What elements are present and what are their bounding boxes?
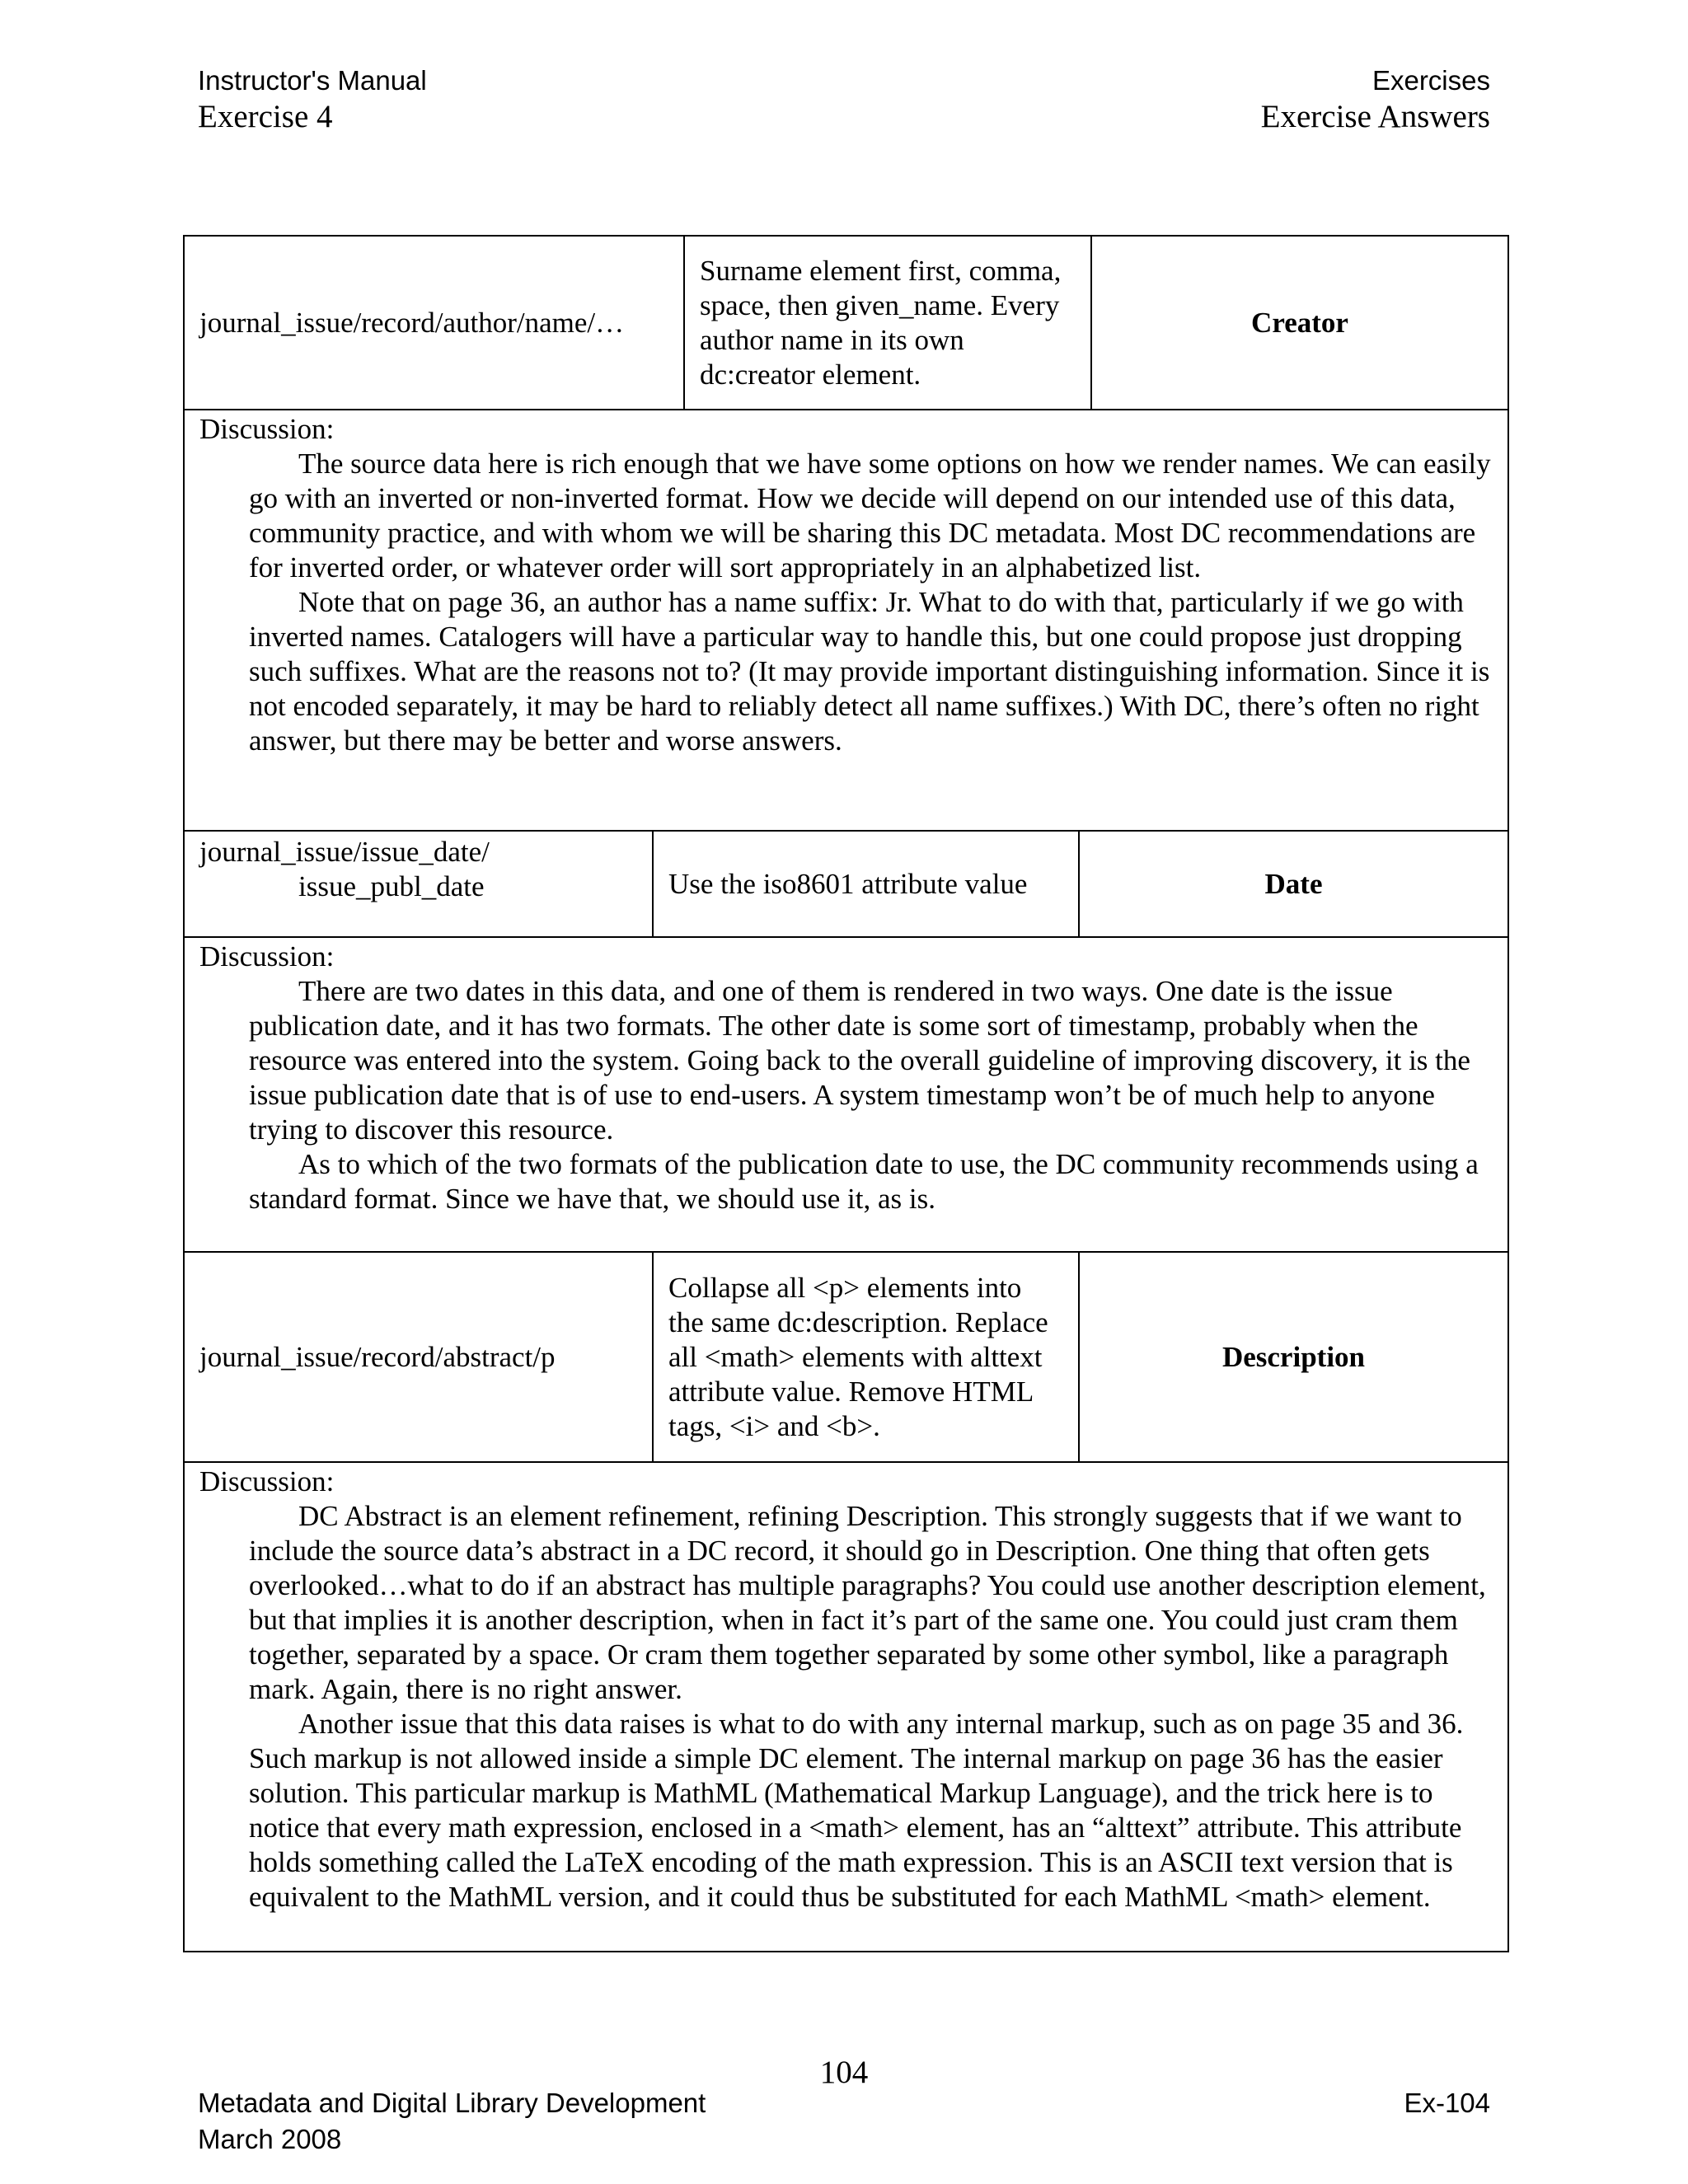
footer-page-code: Ex-104 [1404,2088,1490,2118]
discussion-paragraph: There are two dates in this data, and one of them is rendered in two ways. One date is the issue publication date, and it has two formats. The other date is some sort of timestamp, probably when the resource was entered into the system. Going back to the overall guideline of improving discovery, it is the issue publication date that is of use to end-users. A system timestamp won’t be of much help to anyone trying to discover this resource. [249,975,1470,1146]
discussion-label: Discussion: [199,1465,335,1497]
discussion-paragraph: Another issue that this data raises is what to do with any internal markup, such as on page 35 and 36. Such markup is not allowed inside a simple DC element. The internal markup on page 36 has the easier solution. This particular markup is MathML (Mathematical Markup Language), and the trick here is to notice that every math expression, enclosed in a <math> element, has an “alttext” attribute. This attribute holds something called the LaTeX encoding of the math expression. This is an ASCII text version that is equivalent to the MathML version, and it could thus be substituted for each MathML <math> element. [249,1708,1464,1913]
dc-element: Creator [1251,306,1348,339]
mapping-row-date [183,830,1509,938]
section-title: Exercises [1372,65,1490,96]
source-path: journal_issue/issue_date/ [199,836,490,868]
page-number: 104 [819,2055,869,2090]
dc-element-cell [1078,1253,1507,1461]
source-path-cell [185,1253,652,1461]
mapping-rule: Collapse all <p> elements into the same dc:description. Replace all <math> elements with alttext attribute value. Remove HTML tags, <i> and <b>. [668,1271,1048,1442]
mapping-row-description [183,1251,1509,1463]
footer-course-title: Metadata and Digital Library Development [198,2088,706,2118]
exercise-number: Exercise 4 [198,99,333,134]
manual-title: Instructor's Manual [198,65,427,96]
section-subtitle: Exercise Answers [1260,99,1490,134]
dc-element: Date [1264,867,1323,900]
discussion-creator [183,409,1509,832]
source-path: journal_issue/record/author/name/… [199,306,625,339]
discussion-paragraph: The source data here is rich enough that we have some options on how we render names. We can easily go with an inverted or non-inverted format. How we decide will depend on our intended use of this data, community practice, and with whom we will be sharing this DC metadata. Most DC recommendations are for inverted order, or whatever order will sort appropriately in an alphabetized list. [249,448,1491,583]
source-path-cell [185,237,683,409]
footer-date: March 2008 [198,2124,342,2154]
discussion-paragraph: Note that on page 36, an author has a name suffix: Jr. What to do with that, particularly if we go with inverted names. Catalogers will have a particular way to handle this, but one could propose just dropping such suffixes. What are the reasons not to? (It may provide important distinguishing information. Since it is not encoded separately, it may be hard to reliably detect all name suffixes.) With DC, there’s often no right answer, but there may be better and worse answers. [249,586,1490,757]
discussion-label: Discussion: [199,413,335,445]
mapping-rule-cell [652,832,1078,936]
source-path-cell [185,832,652,936]
discussion-date [183,936,1509,1253]
mapping-rule-cell [652,1253,1078,1461]
discussion-label: Discussion: [199,940,335,972]
dc-element-cell [1090,237,1507,409]
footer-left [198,2085,706,2158]
header-right [1261,63,1490,135]
mapping-rule: Use the iso8601 attribute value [668,867,1028,900]
discussion-description [183,1461,1509,1952]
mapping-rule: Surname element first, comma, space, then given_name. Every author name in its own dc:creator element. [700,254,1062,391]
discussion-paragraph: As to which of the two formats of the publication date to use, the DC community recommends using a standard format. Since we have that, we should use it, as is. [249,1148,1479,1215]
discussion-paragraph: DC Abstract is an element refinement, refining Description. This strongly suggests that if we want to include the source data’s abstract in a DC record, it should go in Description. One thing that often gets overlooked…what to do if an abstract has multiple paragraphs? You could use another description element, but that implies it is another description, when in fact it’s part of the same one. You could just cram them together, separated by a space. Or cram them together separated by some other symbol, like a paragraph mark. Again, there is no right answer. [249,1500,1486,1705]
source-path-continued: issue_publ_date [298,870,485,902]
dc-element: Description [1221,1340,1366,1373]
mapping-row-creator [183,235,1509,410]
header-left [198,63,427,135]
source-path: journal_issue/record/abstract/p [199,1340,556,1373]
dc-element-cell [1078,832,1507,936]
mapping-rule-cell [683,237,1090,409]
